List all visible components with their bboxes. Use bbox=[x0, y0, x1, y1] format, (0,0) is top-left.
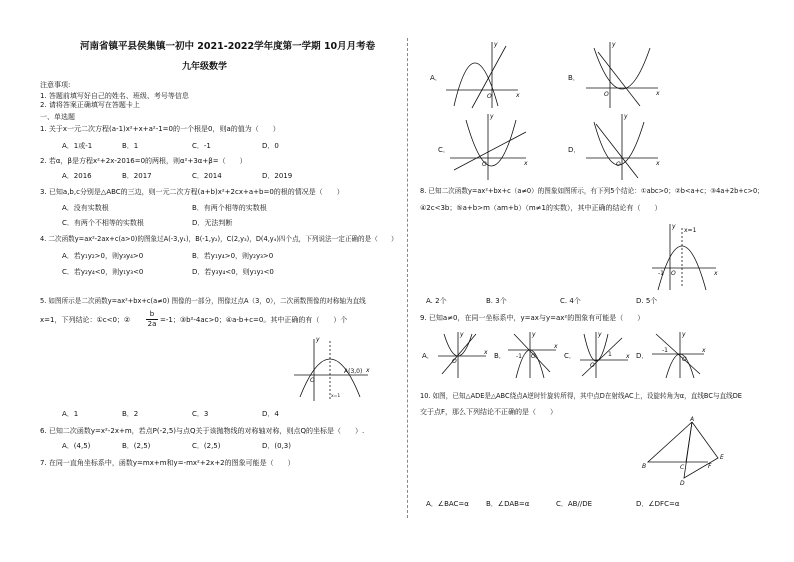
q9-option-d: D． bbox=[636, 352, 649, 360]
line bbox=[442, 334, 476, 374]
point-f: F bbox=[708, 463, 712, 470]
x-label: x bbox=[714, 270, 718, 277]
svg-text:O: O bbox=[531, 353, 536, 360]
q10-option-c: C．AB//DE bbox=[556, 500, 593, 508]
point-c: C bbox=[680, 464, 685, 471]
q8-option-a: A. 2个 bbox=[426, 297, 447, 305]
neg-one-label: -1 bbox=[516, 353, 522, 360]
q4-option-b: B．若y₁y₄>0，则y₂y₃>0 bbox=[192, 252, 274, 260]
q6-option-a: A．(4,5) bbox=[62, 442, 91, 450]
neg-one-label: -1 bbox=[662, 347, 668, 354]
q7-option-d: D． bbox=[568, 146, 581, 154]
svg-text:x: x bbox=[484, 349, 488, 356]
svg-text:y: y bbox=[682, 331, 686, 338]
svg-text:O: O bbox=[616, 161, 621, 168]
svg-text:O: O bbox=[452, 358, 457, 365]
axis-label: x=1 bbox=[331, 394, 341, 399]
q3-option-d: D．无法判断 bbox=[192, 219, 233, 227]
svg-text:x: x bbox=[656, 160, 660, 167]
q6-option-b: B．(2,5) bbox=[122, 442, 151, 450]
q7-option-a: A． bbox=[430, 74, 442, 82]
svg-text:O: O bbox=[482, 161, 487, 168]
q1-stem: 1. 关于x一元二次方程(a-1)x²+x+a²-1=0的一个根是0，则a的值为（ ） bbox=[40, 125, 280, 133]
q6-option-d: D．(0,3) bbox=[262, 442, 291, 450]
q8-line2: ④2c<3b；⑤a+b>m（am+b）（m≠1的实数），其中正确的结论有（ ） bbox=[420, 204, 662, 212]
svg-text:x: x bbox=[702, 347, 706, 354]
q5-stem: 5. 如图所示是二次函数y=ax²+bx+c(a≠0) 图像的一部分，图像过点A（3，0），二次函数图像的对称轴为直线 bbox=[40, 297, 366, 305]
point-e: E bbox=[720, 454, 724, 461]
q9-option-b: B． bbox=[494, 352, 506, 360]
q4-option-d: D．若y₃y₄<0，则y₁y₂<0 bbox=[192, 268, 274, 276]
q9-option-a: A． bbox=[422, 352, 434, 360]
q10-option-a: A．∠BAC=α bbox=[426, 500, 469, 508]
q6-stem: 6. 已知二次函数y=x²-2x+m，若点P(-2,5)与点Q关于该抛物线的对称轴对称，则点Q的坐标是（ ）. bbox=[40, 427, 365, 435]
q5-frac-den: 2a bbox=[147, 320, 157, 328]
svg-text:x: x bbox=[656, 90, 660, 97]
q9-graph-d bbox=[650, 330, 706, 380]
q7-graph-b bbox=[582, 40, 662, 110]
svg-text:x: x bbox=[626, 353, 630, 360]
q2-option-a: A．2016 bbox=[62, 172, 92, 180]
point-a-label: A(3,0) bbox=[344, 368, 363, 375]
q9-graph-b bbox=[506, 330, 558, 380]
q7-option-b: B． bbox=[568, 74, 580, 82]
q3-stem: 3. 已知a,b,c分别是△ABC的三边，则一元二次方程(a+b)x²+2cx+a+b=0的根的情况是（ ） bbox=[40, 188, 344, 196]
q4-stem: 4. 二次函数y=ax²-2ax+c(a>0)的图象过A(-3,y₁)，B(-1,y₂)，C(2,y₃)，D(4,y₄)四个点，下列说法一定正确的是（ ） bbox=[40, 235, 398, 243]
q1-option-d: D．0 bbox=[262, 142, 279, 150]
triangle-ade bbox=[684, 422, 718, 478]
line bbox=[596, 124, 638, 178]
svg-text:y: y bbox=[624, 113, 628, 120]
q7-stem: 7. 在同一直角坐标系中，函数y=mx+m和y=-mx²+2x+2的图象可能是（ ） bbox=[40, 459, 295, 467]
q5-option-b: B．2 bbox=[122, 410, 139, 418]
q9-graph-c bbox=[578, 330, 630, 380]
q8-option-c: C. 4个 bbox=[560, 297, 581, 305]
y-label: y bbox=[672, 223, 676, 230]
svg-text:O: O bbox=[590, 362, 595, 369]
q7-graph-d bbox=[582, 112, 662, 182]
svg-text:y: y bbox=[494, 41, 498, 48]
parabola bbox=[594, 122, 644, 165]
parabola bbox=[466, 120, 516, 166]
q10-option-d: D．∠DFC=α bbox=[636, 500, 680, 508]
svg-text:O: O bbox=[604, 91, 609, 98]
svg-text:y: y bbox=[612, 41, 616, 48]
q5-line2: x=1，下列结论：①c<0；② bbox=[40, 316, 131, 324]
origin-label: O bbox=[671, 270, 676, 277]
q7-graph-a bbox=[442, 40, 522, 110]
point-d: D bbox=[680, 480, 685, 487]
triangle-abc bbox=[648, 422, 692, 462]
neg-one-label: -1 bbox=[658, 270, 664, 277]
svg-text:x: x bbox=[554, 343, 558, 350]
y-label: y bbox=[316, 336, 320, 343]
svg-text:y: y bbox=[490, 113, 494, 120]
q2-stem: 2. 若α，β是方程x²+2x-2016=0的两根，则α²+3α+β=（ ） bbox=[40, 157, 247, 165]
q7-option-c: C． bbox=[438, 146, 450, 154]
q5-option-c: C．3 bbox=[192, 410, 209, 418]
origin-label: O bbox=[310, 377, 315, 384]
exam-title: 河南省镇平县侯集镇一初中 2021-2022学年度第一学期 10月月考卷 bbox=[80, 41, 376, 52]
subject-title: 九年级数学 bbox=[182, 62, 228, 72]
svg-text:x: x bbox=[524, 160, 528, 167]
q4-option-c: C．若y₂y₄<0，则y₁y₃<0 bbox=[62, 268, 144, 276]
one-label: 1 bbox=[608, 351, 612, 358]
notice-item: 2. 请将答案正确填写在答题卡上 bbox=[40, 101, 140, 109]
q1-option-c: C．-1 bbox=[192, 142, 211, 150]
q2-option-c: C．2014 bbox=[192, 172, 222, 180]
svg-text:y: y bbox=[598, 331, 602, 338]
section-heading: 一、单选题 bbox=[40, 113, 75, 121]
q9-stem: 9. 已知a≠0，在同一坐标系中，y=ax与y=ax²的图象有可能是（ ） bbox=[420, 314, 645, 322]
q10-line2: 交于点F，那么下列结论不正确的是（ ） bbox=[420, 408, 558, 416]
q7-graph-c bbox=[446, 112, 530, 182]
svg-text:y: y bbox=[532, 331, 536, 338]
line bbox=[582, 338, 622, 376]
q1-option-b: B．1 bbox=[122, 142, 139, 150]
q10-diagram bbox=[636, 412, 732, 488]
q2-option-d: D．2019 bbox=[262, 172, 293, 180]
x-label: x bbox=[366, 367, 370, 374]
q8-option-d: D. 5个 bbox=[636, 297, 658, 305]
q10-stem: 10. 如图，已知△ADE是△ABC绕点A逆时针旋转所得，其中点D在射线AC上，设旋转角为α，直线BC与直线DE bbox=[420, 392, 742, 400]
q6-option-c: C．(2,5) bbox=[192, 442, 221, 450]
q5-line2b: =-1；③b²-4ac>0；④a-b+c=0。其中正确的有（ ）个 bbox=[160, 316, 348, 324]
q3-option-a: A．没有实数根 bbox=[62, 204, 109, 212]
q9-graph-a bbox=[436, 330, 488, 380]
q5-option-d: D．4 bbox=[262, 410, 279, 418]
q9-option-c: C． bbox=[564, 352, 576, 360]
q4-option-a: A．若y₁y₂>0，则y₃y₄>0 bbox=[62, 252, 144, 260]
point-a: A bbox=[690, 416, 695, 423]
q5-option-a: A．1 bbox=[62, 410, 79, 418]
q3-option-b: B．有两个相等的实数根 bbox=[192, 204, 267, 212]
q10-option-b: B．∠DAB=α bbox=[486, 500, 530, 508]
notice-heading: 注意事项: bbox=[40, 81, 71, 89]
q1-option-a: A．1或-1 bbox=[62, 142, 93, 150]
svg-text:O: O bbox=[682, 356, 687, 363]
svg-text:x: x bbox=[516, 92, 520, 99]
svg-text:y: y bbox=[460, 331, 464, 338]
q5-graph bbox=[292, 335, 372, 403]
q8-graph bbox=[650, 222, 720, 292]
column-divider bbox=[407, 38, 408, 518]
axis-label: x=1 bbox=[684, 227, 697, 234]
q8-stem: 8. 已知二次函数y=ax²+bx+c（a≠0）的图象如图所示，有下列5个结论：①abc>0；②b<a+c；③4a+2b+c>0； bbox=[420, 187, 764, 195]
line bbox=[454, 132, 526, 170]
q2-option-b: B．2017 bbox=[122, 172, 152, 180]
point-b: B bbox=[642, 463, 647, 470]
svg-text:O: O bbox=[487, 93, 492, 100]
q5-frac-num: b bbox=[149, 310, 155, 318]
notice-item: 1. 答题前填写好自己的姓名、班级、考号等信息 bbox=[40, 92, 189, 100]
q8-option-b: B. 3个 bbox=[486, 297, 507, 305]
q3-option-c: C．有两个不相等的实数根 bbox=[62, 219, 144, 227]
